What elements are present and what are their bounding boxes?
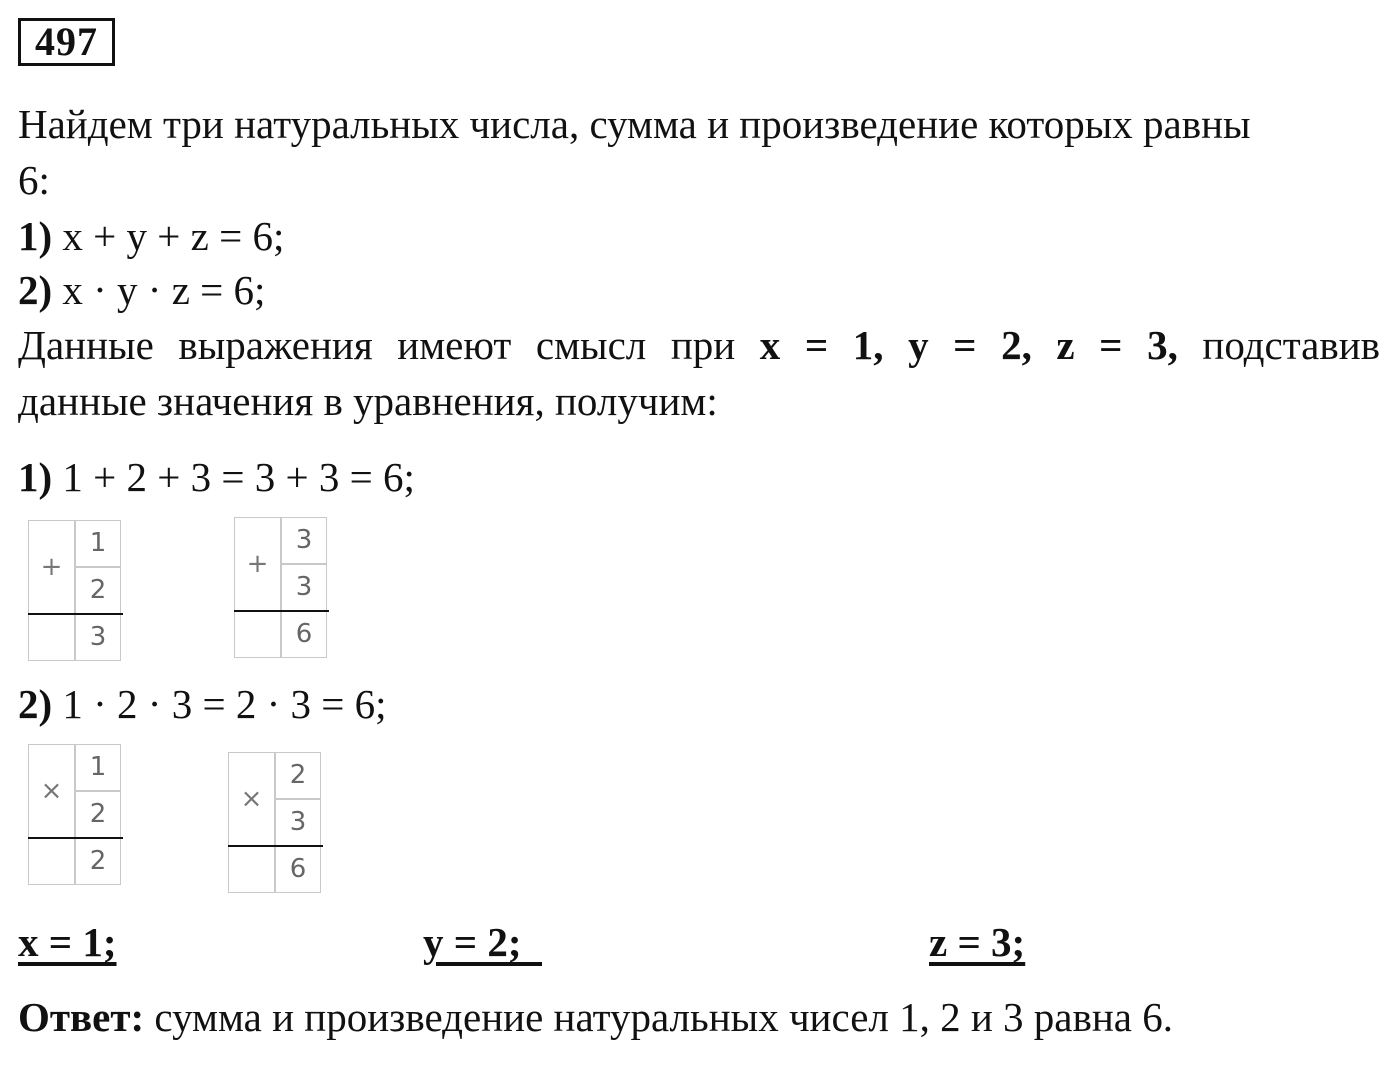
paragraph-text-2: подставив [1202, 322, 1381, 368]
answer-text: сумма и произведение натуральных чисел 1, 2 и 3 равна 6. [144, 994, 1173, 1040]
column-addition-2 [234, 517, 327, 658]
result-line [28, 837, 123, 839]
paragraph-values: x = 1, y = 2, z = 3, [759, 322, 1178, 368]
empty-cell [28, 838, 75, 885]
intro-line-1: Найдем три натуральных числа, сумма и произведение которых равны [18, 101, 1251, 147]
product-result: 6 [275, 846, 321, 893]
intro-line-2: 6: [18, 157, 50, 203]
paragraph-text-1: Данные выражения имеют смысл при [18, 322, 736, 368]
equation-product-label: 2) [18, 267, 53, 313]
sum-result: 3 [75, 614, 121, 661]
check-sum-label: 1) [18, 454, 53, 500]
answer-label: Ответ: [18, 994, 145, 1040]
paragraph-line-2: данные значения в уравнения, получим: [18, 378, 718, 424]
equation-sum-label: 1) [18, 213, 53, 259]
equation-product [18, 263, 265, 317]
check-sum-expr: 1 + 2 + 3 = 3 + 3 = 6; [52, 454, 415, 500]
result-line [234, 610, 329, 612]
product-result: 2 [75, 838, 121, 885]
check-sum [18, 450, 415, 504]
addend-1: 1 [75, 520, 121, 567]
column-multiplication-1 [28, 744, 121, 885]
times-sign: × [228, 752, 275, 846]
equation-product-expr: x · y · z = 6; [52, 267, 266, 313]
column-multiplication-2 [228, 752, 321, 893]
addend-2: 3 [281, 564, 327, 611]
problem-number: 497 [18, 18, 115, 66]
equation-sum-expr: x + y + z = 6; [52, 213, 285, 259]
factor-2: 3 [275, 799, 321, 846]
result-line [228, 845, 323, 847]
empty-cell [228, 846, 275, 893]
paragraph-line-1 [18, 318, 1380, 372]
answer-line [18, 990, 1173, 1044]
check-product-label: 2) [18, 681, 53, 727]
equation-sum [18, 209, 284, 263]
factor-1: 2 [275, 752, 321, 799]
check-product-expr: 1 · 2 · 3 = 2 · 3 = 6; [52, 681, 387, 727]
column-addition-1 [28, 520, 121, 661]
empty-cell [28, 614, 75, 661]
result-z: z = 3; [929, 919, 1026, 965]
result-line [28, 613, 123, 615]
result-y: y = 2; [423, 919, 543, 965]
times-sign: × [28, 744, 75, 838]
plus-sign: + [234, 517, 281, 611]
check-product [18, 677, 387, 731]
addend-1: 3 [281, 517, 327, 564]
sum-result: 6 [281, 611, 327, 658]
factor-2: 2 [75, 791, 121, 838]
result-x: x = 1; [18, 919, 117, 965]
plus-sign: + [28, 520, 75, 614]
empty-cell [234, 611, 281, 658]
factor-1: 1 [75, 744, 121, 791]
addend-2: 2 [75, 567, 121, 614]
